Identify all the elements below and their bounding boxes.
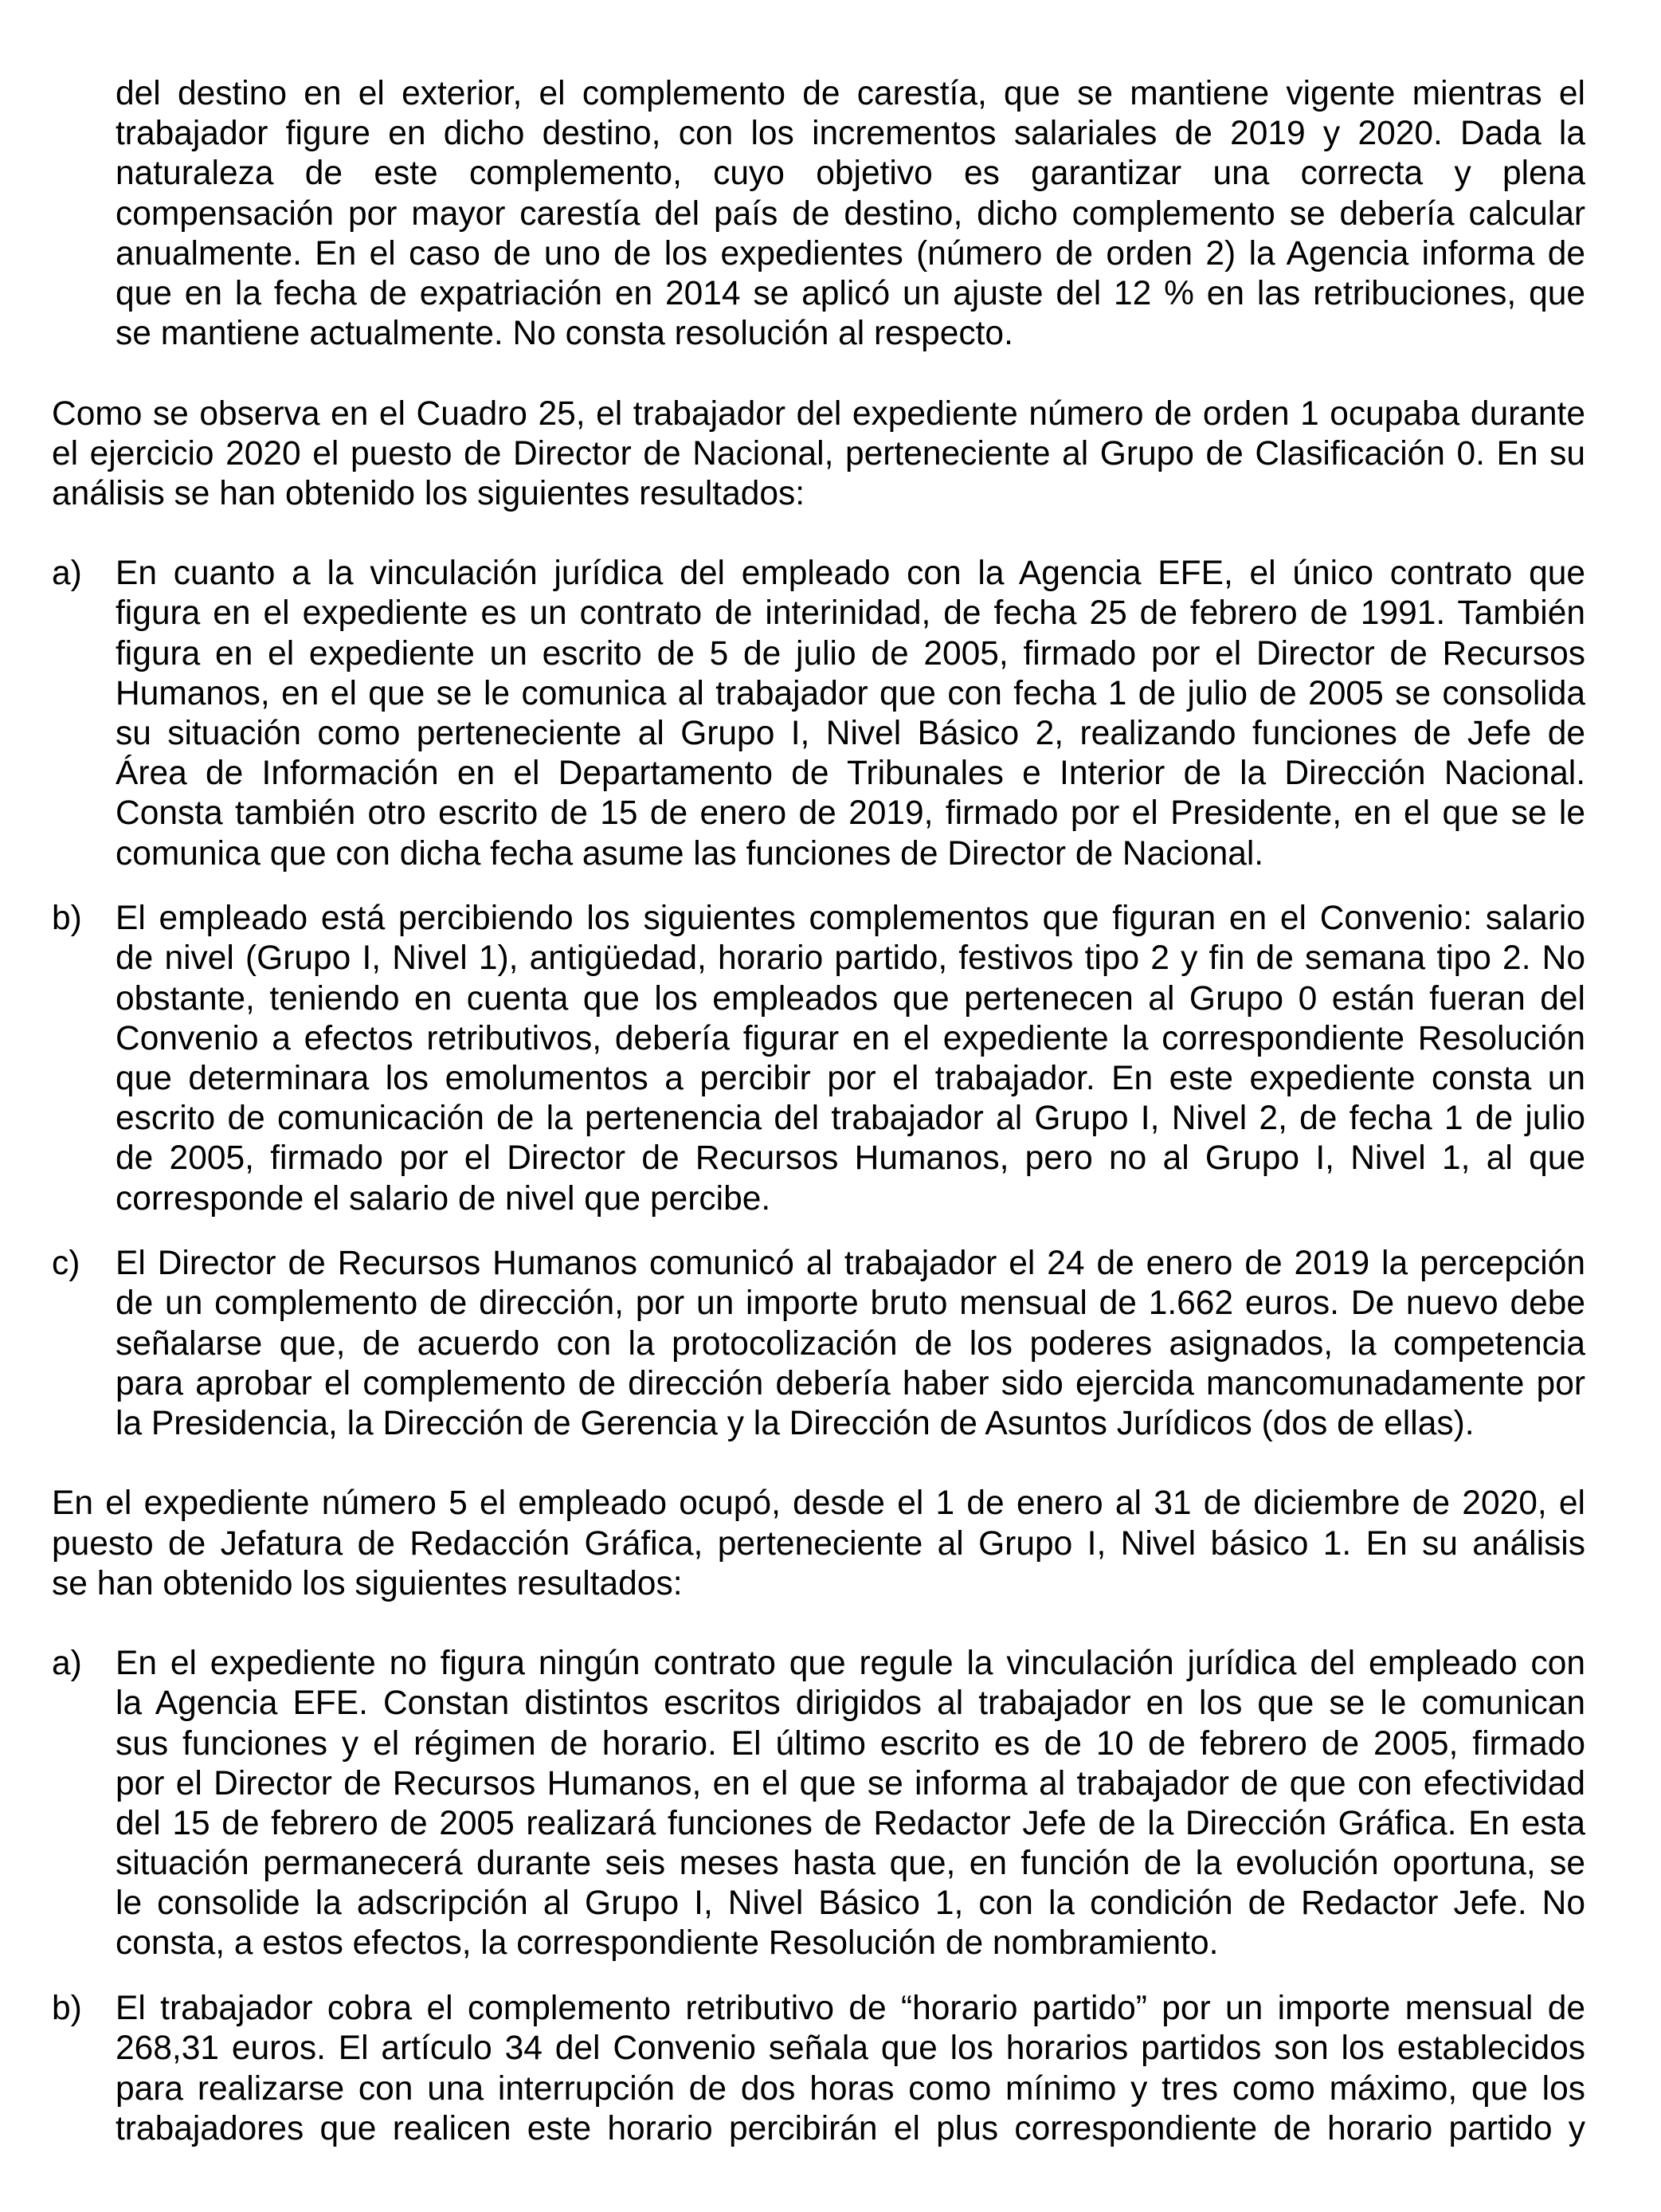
list-item	[52, 554, 1585, 874]
text-line	[116, 1139, 1585, 1179]
line-text: El empleado está percibiendo los siguientes complementos que figuran en el Convenio: salario	[116, 900, 1585, 938]
line-text: Como se observa en el Cuadro 25, el trabajador del expediente número de orden 1 ocupaba durante	[52, 394, 1585, 433]
text-line	[116, 1684, 1585, 1724]
line-text: de nivel (Grupo I, Nivel 1), antigüedad, horario partido, festivos tipo 2 y fin de semana tipo 2. No	[116, 939, 1585, 978]
line-text: anualmente. En el caso de uno de los expedientes (número de orden 2) la Agencia informa de	[116, 234, 1585, 273]
line-text: obstante, teniendo en cuenta que los empleados que pertenecen al Grupo 0 están fueran del	[116, 979, 1585, 1018]
text-line	[116, 114, 1585, 154]
text-line	[116, 1364, 1585, 1404]
list-marker: a)	[52, 1645, 82, 1683]
list-marker: c)	[52, 1245, 80, 1283]
line-text: consta, a estos efectos, la correspondiente Resolución de nombramiento.	[116, 1924, 1219, 1963]
text-line	[52, 394, 1585, 434]
text-line	[116, 1059, 1585, 1099]
text-line	[116, 899, 1585, 939]
text-line	[116, 74, 1585, 114]
line-text: del 15 de febrero de 2005 realizará funciones de Redactor Jefe de la Dirección Gráfica. En esta	[116, 1804, 1585, 1842]
text-line	[116, 2029, 1585, 2069]
line-text: trabajador figure en dicho destino, con los incrementos salariales de 2019 y 2020. Dada la	[116, 115, 1585, 153]
line-text: del destino en el exterior, el complemento de carestía, que se mantiene vigente mientras el	[116, 75, 1585, 112]
text-line	[116, 714, 1585, 754]
list-item	[52, 1989, 1585, 2149]
line-text: En cuanto a la vinculación jurídica del empleado con la Agencia EFE, el único contrato que	[116, 555, 1585, 593]
line-text: El trabajador cobra el complemento retributivo de “horario partido” por un importe mensual de	[116, 1990, 1585, 2028]
text-line	[52, 1484, 1585, 1524]
line-text: sus funciones y el régimen de horario. El último escrito es de 10 de febrero de 2005, firmado	[116, 1724, 1585, 1763]
line-text: de 2005, firmado por el Director de Recursos Humanos, pero no al Grupo I, Nivel 1, al que	[116, 1139, 1585, 1178]
text-line	[116, 1404, 1585, 1444]
line-text: En el expediente no figura ningún contrato que regule la vinculación jurídica del empleado con	[116, 1645, 1585, 1683]
text-line	[116, 1099, 1585, 1139]
text-line	[116, 194, 1585, 234]
text-line	[116, 939, 1585, 979]
line-text: para realizarse con una interrupción de dos horas como mínimo y tres como máximo, que los	[116, 2069, 1585, 2108]
line-text: que determinara los emolumentos a percibir por el trabajador. En este expediente consta un	[116, 1060, 1585, 1097]
text-line	[52, 1564, 1585, 1604]
line-text: trabajadores que realicen este horario percibirán el plus correspondiente de horario partido y	[116, 2109, 1585, 2147]
text-line	[116, 1644, 1585, 1684]
line-text: figura en el expediente un escrito de 5 de julio de 2005, firmado por el Director de Recursos	[116, 634, 1585, 673]
case-5-intro-paragraph	[52, 1484, 1585, 1604]
text-line	[116, 2109, 1585, 2149]
text-line	[116, 979, 1585, 1019]
text-line	[116, 594, 1585, 633]
line-text: le consolide la adscripción al Grupo I, Nivel Básico 1, con la condición de Redactor Jefe. No	[116, 1885, 1585, 1923]
text-line	[116, 2069, 1585, 2109]
case-1-intro-paragraph	[52, 394, 1585, 515]
line-text: la Presidencia, la Dirección de Gerencia y la Dirección de Asuntos Jurídicos (dos de ellas).	[116, 1405, 1475, 1442]
text-line	[116, 754, 1585, 794]
text-line	[116, 1324, 1585, 1364]
text-line	[116, 1244, 1585, 1284]
text-line	[116, 1804, 1585, 1844]
text-line	[116, 234, 1585, 274]
text-line	[116, 1019, 1585, 1059]
line-text: compensación por mayor carestía del país de destino, dicho complemento se debería calcular	[116, 194, 1585, 233]
line-text: figura en el expediente es un contrato de interinidad, de fecha 25 de febrero de 1991. También	[116, 594, 1585, 633]
text-line	[116, 1724, 1585, 1764]
list-item	[52, 1244, 1585, 1444]
text-line	[116, 1179, 1585, 1219]
line-text: el ejercicio 2020 el puesto de Director de Nacional, perteneciente al Grupo de Clasificación 0. En su	[52, 434, 1585, 473]
text-line	[52, 1524, 1585, 1564]
line-text: puesto de Jefatura de Redacción Gráfica, perteneciente al Grupo I, Nivel básico 1. En su análisis	[52, 1524, 1585, 1563]
line-text: naturaleza de este complemento, cuyo objetivo es garantizar una correcta y plena	[116, 155, 1585, 193]
continuation-paragraph	[116, 74, 1585, 354]
line-text: En el expediente número 5 el empleado ocupó, desde el 1 de enero al 31 de diciembre de 2020, el	[52, 1484, 1585, 1523]
list-marker: b)	[52, 900, 82, 938]
line-text: corresponde el salario de nivel que percibe.	[116, 1179, 771, 1218]
line-text: El Director de Recursos Humanos comunicó al trabajador el 24 de enero de 2019 la percepción	[116, 1245, 1585, 1283]
text-line	[116, 1844, 1585, 1884]
line-text: 268,31 euros. El artículo 34 del Convenio señala que los horarios partidos son los establecidos	[116, 2030, 1585, 2068]
text-line	[52, 434, 1585, 474]
text-line	[116, 154, 1585, 194]
line-text: análisis se han obtenido los siguientes resultados:	[52, 474, 805, 512]
line-text: Área de Información en el Departamento de Tribunales e Interior de la Dirección Nacional.	[116, 755, 1585, 793]
line-text: por el Director de Recursos Humanos, en el que se informa al trabajador de que con efectividad	[116, 1764, 1585, 1802]
line-text: para aprobar el complemento de dirección debería haber sido ejercida mancomunadamente por	[116, 1364, 1585, 1402]
page-content	[52, 74, 1585, 2149]
list-item	[52, 1644, 1585, 1964]
text-line	[116, 794, 1585, 833]
line-text: señalarse que, de acuerdo con la protocolización de los poderes asignados, la competencia	[116, 1324, 1585, 1363]
line-text: su situación como perteneciente al Grupo I, Nivel Básico 2, realizando funciones de Jefe de	[116, 715, 1585, 752]
text-line	[116, 1884, 1585, 1924]
text-line	[116, 1989, 1585, 2029]
text-line	[116, 554, 1585, 594]
case-5-findings-list	[52, 1644, 1585, 2149]
text-line	[116, 674, 1585, 714]
text-line	[116, 1764, 1585, 1804]
text-line	[52, 474, 1585, 514]
text-line	[116, 274, 1585, 314]
line-text: la Agencia EFE. Constan distintos escritos dirigidos al trabajador en los que se le comunican	[116, 1684, 1585, 1723]
text-line	[116, 314, 1585, 354]
text-line	[116, 1924, 1585, 1963]
line-text: comunica que con dicha fecha asume las funciones de Director de Nacional.	[116, 834, 1264, 873]
line-text: escrito de comunicación de la pertenencia del trabajador al Grupo I, Nivel 2, de fecha 1 de julio	[116, 1100, 1585, 1138]
line-text: se han obtenido los siguientes resultados:	[52, 1564, 683, 1602]
list-marker: b)	[52, 1990, 82, 2028]
line-text: de un complemento de dirección, por un importe bruto mensual de 1.662 euros. De nuevo debe	[116, 1284, 1585, 1323]
line-text: se mantiene actualmente. No consta resolución al respecto.	[116, 315, 1013, 353]
list-marker: a)	[52, 555, 82, 593]
line-text: situación permanecerá durante seis meses hasta que, en función de la evolución oportuna, se	[116, 1845, 1585, 1883]
text-line	[116, 834, 1585, 874]
case-1-findings-list	[52, 554, 1585, 1444]
text-line	[116, 634, 1585, 674]
text-line	[116, 1284, 1585, 1324]
line-text: Convenio a efectos retributivos, debería figurar en el expediente la correspondiente Resolución	[116, 1019, 1585, 1057]
line-text: que en la fecha de expatriación en 2014 se aplicó un ajuste del 12 % en las retribuciones, que	[116, 274, 1585, 312]
list-item	[52, 899, 1585, 1219]
line-text: Consta también otro escrito de 15 de enero de 2019, firmado por el Presidente, en el que se le	[116, 794, 1585, 833]
line-text: Humanos, en el que se le comunica al trabajador que con fecha 1 de julio de 2005 se consolida	[116, 674, 1585, 712]
